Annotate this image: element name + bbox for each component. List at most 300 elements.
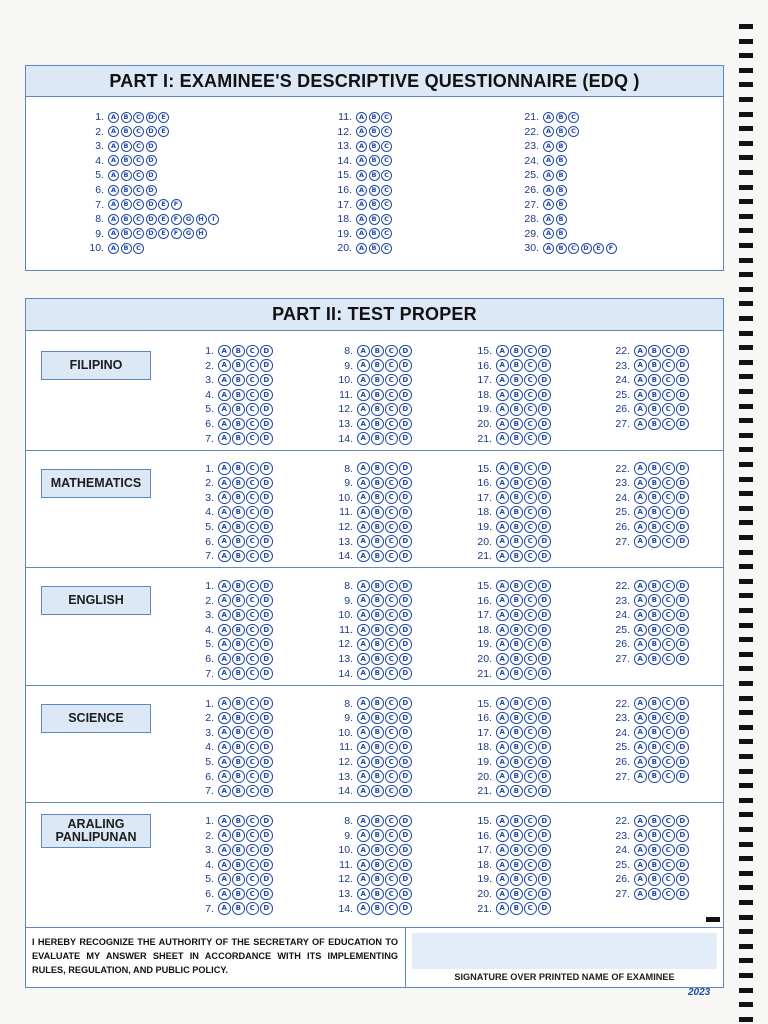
answer-bubble-b[interactable]: B [648,712,661,725]
answer-bubble-c[interactable]: C [385,815,398,828]
answer-bubble-d[interactable]: D [676,477,689,490]
answer-bubble-a[interactable]: A [357,902,370,915]
answer-bubble-d[interactable]: D [399,756,412,769]
answer-bubble-b[interactable]: B [232,521,245,534]
answer-bubble-d[interactable]: D [399,359,412,372]
answer-bubble-b[interactable]: B [232,550,245,563]
answer-bubble-d[interactable]: D [676,888,689,901]
answer-bubble-b[interactable]: B [648,403,661,416]
answer-bubble-h[interactable]: H [196,214,207,225]
answer-bubble-b[interactable]: B [648,624,661,637]
answer-bubble-b[interactable]: B [648,594,661,607]
answer-bubble-a[interactable]: A [108,155,119,166]
answer-bubble-b[interactable]: B [232,359,245,372]
answer-bubble-b[interactable]: B [648,345,661,358]
answer-bubble-c[interactable]: C [524,859,537,872]
answer-bubble-d[interactable]: D [538,594,551,607]
answer-bubble-b[interactable]: B [232,418,245,431]
answer-bubble-a[interactable]: A [543,228,554,239]
answer-bubble-d[interactable]: D [676,712,689,725]
answer-bubble-c[interactable]: C [662,859,675,872]
answer-bubble-a[interactable]: A [543,112,554,123]
answer-bubble-b[interactable]: B [556,155,567,166]
answer-bubble-a[interactable]: A [356,155,367,166]
answer-bubble-c[interactable]: C [662,389,675,402]
answer-bubble-b[interactable]: B [371,653,384,666]
answer-bubble-b[interactable]: B [556,199,567,210]
answer-bubble-a[interactable]: A [496,726,509,739]
answer-bubble-b[interactable]: B [648,418,661,431]
answer-bubble-c[interactable]: C [662,829,675,842]
answer-bubble-e[interactable]: E [158,214,169,225]
answer-bubble-a[interactable]: A [218,888,231,901]
answer-bubble-d[interactable]: D [538,609,551,622]
answer-bubble-d[interactable]: D [676,756,689,769]
answer-bubble-b[interactable]: B [121,170,132,181]
answer-bubble-c[interactable]: C [662,844,675,857]
answer-bubble-c[interactable]: C [246,638,259,651]
answer-bubble-a[interactable]: A [356,185,367,196]
answer-bubble-a[interactable]: A [356,112,367,123]
answer-bubble-a[interactable]: A [543,170,554,181]
answer-bubble-b[interactable]: B [648,888,661,901]
answer-bubble-h[interactable]: H [196,228,207,239]
answer-bubble-b[interactable]: B [369,199,380,210]
answer-bubble-d[interactable]: D [399,491,412,504]
answer-bubble-d[interactable]: D [260,653,273,666]
answer-bubble-b[interactable]: B [121,199,132,210]
answer-bubble-b[interactable]: B [371,580,384,593]
answer-bubble-d[interactable]: D [538,888,551,901]
answer-bubble-c[interactable]: C [246,535,259,548]
answer-bubble-d[interactable]: D [146,155,157,166]
answer-bubble-a[interactable]: A [357,389,370,402]
answer-bubble-c[interactable]: C [662,594,675,607]
answer-bubble-b[interactable]: B [232,462,245,475]
answer-bubble-b[interactable]: B [556,243,567,254]
answer-bubble-b[interactable]: B [371,726,384,739]
answer-bubble-c[interactable]: C [133,243,144,254]
answer-bubble-a[interactable]: A [496,580,509,593]
answer-bubble-b[interactable]: B [232,873,245,886]
answer-bubble-d[interactable]: D [260,888,273,901]
answer-bubble-d[interactable]: D [676,829,689,842]
answer-bubble-a[interactable]: A [357,873,370,886]
answer-bubble-c[interactable]: C [246,902,259,915]
answer-bubble-c[interactable]: C [385,432,398,445]
answer-bubble-c[interactable]: C [385,756,398,769]
answer-bubble-c[interactable]: C [662,359,675,372]
answer-bubble-a[interactable]: A [108,112,119,123]
answer-bubble-a[interactable]: A [496,770,509,783]
answer-bubble-c[interactable]: C [662,491,675,504]
answer-bubble-c[interactable]: C [246,550,259,563]
answer-bubble-a[interactable]: A [634,638,647,651]
answer-bubble-b[interactable]: B [371,389,384,402]
answer-bubble-d[interactable]: D [260,726,273,739]
answer-bubble-b[interactable]: B [556,228,567,239]
answer-bubble-d[interactable]: D [399,844,412,857]
answer-bubble-a[interactable]: A [356,214,367,225]
answer-bubble-f[interactable]: F [171,214,182,225]
answer-bubble-a[interactable]: A [218,374,231,387]
answer-bubble-a[interactable]: A [496,359,509,372]
answer-bubble-a[interactable]: A [356,199,367,210]
answer-bubble-a[interactable]: A [218,580,231,593]
answer-bubble-c[interactable]: C [246,374,259,387]
answer-bubble-b[interactable]: B [232,389,245,402]
answer-bubble-d[interactable]: D [676,462,689,475]
answer-bubble-d[interactable]: D [538,785,551,798]
answer-bubble-c[interactable]: C [385,491,398,504]
answer-bubble-a[interactable]: A [218,741,231,754]
answer-bubble-a[interactable]: A [357,374,370,387]
answer-bubble-d[interactable]: D [260,829,273,842]
answer-bubble-d[interactable]: D [399,389,412,402]
answer-bubble-a[interactable]: A [357,829,370,842]
answer-bubble-a[interactable]: A [496,815,509,828]
answer-bubble-a[interactable]: A [496,624,509,637]
answer-bubble-c[interactable]: C [381,199,392,210]
answer-bubble-a[interactable]: A [218,432,231,445]
answer-bubble-b[interactable]: B [510,624,523,637]
answer-bubble-d[interactable]: D [538,403,551,416]
answer-bubble-a[interactable]: A [356,243,367,254]
answer-bubble-d[interactable]: D [676,594,689,607]
answer-bubble-d[interactable]: D [260,756,273,769]
answer-bubble-d[interactable]: D [399,403,412,416]
answer-bubble-e[interactable]: E [158,112,169,123]
answer-bubble-a[interactable]: A [634,535,647,548]
answer-bubble-b[interactable]: B [510,491,523,504]
answer-bubble-c[interactable]: C [385,902,398,915]
answer-bubble-c[interactable]: C [381,141,392,152]
answer-bubble-a[interactable]: A [496,609,509,622]
answer-bubble-d[interactable]: D [399,697,412,710]
answer-bubble-d[interactable]: D [538,741,551,754]
answer-bubble-d[interactable]: D [676,859,689,872]
answer-bubble-d[interactable]: D [399,477,412,490]
answer-bubble-d[interactable]: D [676,491,689,504]
answer-bubble-c[interactable]: C [246,770,259,783]
answer-bubble-a[interactable]: A [218,359,231,372]
answer-bubble-b[interactable]: B [121,141,132,152]
answer-bubble-d[interactable]: D [260,535,273,548]
answer-bubble-c[interactable]: C [385,374,398,387]
answer-bubble-c[interactable]: C [524,535,537,548]
answer-bubble-b[interactable]: B [121,214,132,225]
answer-bubble-a[interactable]: A [218,653,231,666]
answer-bubble-c[interactable]: C [524,462,537,475]
answer-bubble-a[interactable]: A [357,477,370,490]
answer-bubble-c[interactable]: C [385,888,398,901]
answer-bubble-a[interactable]: A [218,403,231,416]
answer-bubble-a[interactable]: A [496,785,509,798]
answer-bubble-c[interactable]: C [133,155,144,166]
answer-bubble-b[interactable]: B [121,228,132,239]
answer-bubble-c[interactable]: C [385,712,398,725]
answer-bubble-d[interactable]: D [399,785,412,798]
answer-bubble-a[interactable]: A [496,506,509,519]
answer-bubble-b[interactable]: B [556,126,567,137]
answer-bubble-a[interactable]: A [357,359,370,372]
answer-bubble-c[interactable]: C [385,638,398,651]
answer-bubble-c[interactable]: C [568,126,579,137]
answer-bubble-d[interactable]: D [260,815,273,828]
answer-bubble-d[interactable]: D [399,770,412,783]
answer-bubble-d[interactable]: D [676,374,689,387]
answer-bubble-d[interactable]: D [538,697,551,710]
answer-bubble-a[interactable]: A [218,902,231,915]
answer-bubble-c[interactable]: C [246,873,259,886]
answer-bubble-a[interactable]: A [357,506,370,519]
answer-bubble-g[interactable]: G [183,228,194,239]
answer-bubble-c[interactable]: C [662,506,675,519]
answer-bubble-c[interactable]: C [524,815,537,828]
answer-bubble-a[interactable]: A [496,594,509,607]
answer-bubble-b[interactable]: B [371,815,384,828]
answer-bubble-a[interactable]: A [496,859,509,872]
answer-bubble-b[interactable]: B [232,653,245,666]
answer-bubble-a[interactable]: A [634,815,647,828]
answer-bubble-c[interactable]: C [524,741,537,754]
answer-bubble-d[interactable]: D [676,726,689,739]
answer-bubble-a[interactable]: A [218,477,231,490]
answer-bubble-c[interactable]: C [524,873,537,886]
answer-bubble-a[interactable]: A [496,477,509,490]
answer-bubble-b[interactable]: B [510,756,523,769]
answer-bubble-d[interactable]: D [399,815,412,828]
answer-bubble-b[interactable]: B [369,170,380,181]
answer-bubble-a[interactable]: A [496,345,509,358]
answer-bubble-c[interactable]: C [246,389,259,402]
answer-bubble-a[interactable]: A [543,155,554,166]
answer-bubble-a[interactable]: A [108,199,119,210]
answer-bubble-d[interactable]: D [399,580,412,593]
answer-bubble-d[interactable]: D [399,638,412,651]
answer-bubble-a[interactable]: A [357,667,370,680]
answer-bubble-b[interactable]: B [648,506,661,519]
answer-bubble-b[interactable]: B [510,418,523,431]
answer-bubble-c[interactable]: C [524,521,537,534]
answer-bubble-c[interactable]: C [385,726,398,739]
answer-bubble-a[interactable]: A [357,491,370,504]
answer-bubble-c[interactable]: C [662,477,675,490]
answer-bubble-b[interactable]: B [510,506,523,519]
answer-bubble-b[interactable]: B [648,756,661,769]
answer-bubble-a[interactable]: A [357,550,370,563]
answer-bubble-d[interactable]: D [538,844,551,857]
answer-bubble-a[interactable]: A [218,345,231,358]
answer-bubble-c[interactable]: C [524,550,537,563]
answer-bubble-d[interactable]: D [260,345,273,358]
answer-bubble-a[interactable]: A [218,550,231,563]
answer-bubble-d[interactable]: D [260,418,273,431]
answer-bubble-b[interactable]: B [369,185,380,196]
answer-bubble-d[interactable]: D [260,491,273,504]
answer-bubble-b[interactable]: B [232,859,245,872]
answer-bubble-d[interactable]: D [399,712,412,725]
answer-bubble-a[interactable]: A [357,815,370,828]
answer-bubble-d[interactable]: D [260,374,273,387]
answer-bubble-b[interactable]: B [232,403,245,416]
answer-bubble-d[interactable]: D [676,638,689,651]
answer-bubble-d[interactable]: D [260,389,273,402]
answer-bubble-d[interactable]: D [538,418,551,431]
answer-bubble-d[interactable]: D [538,815,551,828]
answer-bubble-b[interactable]: B [510,638,523,651]
answer-bubble-d[interactable]: D [260,432,273,445]
answer-bubble-b[interactable]: B [369,243,380,254]
answer-bubble-a[interactable]: A [357,432,370,445]
answer-bubble-d[interactable]: D [538,770,551,783]
answer-bubble-c[interactable]: C [246,815,259,828]
answer-bubble-b[interactable]: B [556,141,567,152]
answer-bubble-a[interactable]: A [634,712,647,725]
answer-bubble-f[interactable]: F [171,199,182,210]
answer-bubble-a[interactable]: A [634,844,647,857]
answer-bubble-b[interactable]: B [510,785,523,798]
answer-bubble-d[interactable]: D [260,741,273,754]
answer-bubble-c[interactable]: C [381,170,392,181]
answer-bubble-e[interactable]: E [593,243,604,254]
answer-bubble-c[interactable]: C [385,697,398,710]
answer-bubble-d[interactable]: D [538,873,551,886]
answer-bubble-d[interactable]: D [399,829,412,842]
answer-bubble-d[interactable]: D [399,859,412,872]
answer-bubble-a[interactable]: A [356,170,367,181]
answer-bubble-c[interactable]: C [385,844,398,857]
answer-bubble-b[interactable]: B [371,432,384,445]
answer-bubble-c[interactable]: C [385,535,398,548]
answer-bubble-a[interactable]: A [357,888,370,901]
answer-bubble-c[interactable]: C [385,580,398,593]
answer-bubble-c[interactable]: C [133,112,144,123]
answer-bubble-d[interactable]: D [538,359,551,372]
answer-bubble-d[interactable]: D [538,638,551,651]
answer-bubble-d[interactable]: D [538,535,551,548]
answer-bubble-a[interactable]: A [218,638,231,651]
answer-bubble-c[interactable]: C [385,506,398,519]
answer-bubble-d[interactable]: D [260,697,273,710]
answer-bubble-c[interactable]: C [662,374,675,387]
answer-bubble-c[interactable]: C [246,477,259,490]
answer-bubble-d[interactable]: D [399,653,412,666]
answer-bubble-c[interactable]: C [246,667,259,680]
answer-bubble-d[interactable]: D [538,432,551,445]
answer-bubble-d[interactable]: D [260,859,273,872]
answer-bubble-c[interactable]: C [662,712,675,725]
answer-bubble-c[interactable]: C [381,243,392,254]
answer-bubble-c[interactable]: C [524,374,537,387]
answer-bubble-d[interactable]: D [260,785,273,798]
answer-bubble-f[interactable]: F [171,228,182,239]
answer-bubble-c[interactable]: C [524,667,537,680]
answer-bubble-b[interactable]: B [648,697,661,710]
answer-bubble-a[interactable]: A [496,403,509,416]
answer-bubble-a[interactable]: A [543,214,554,225]
answer-bubble-c[interactable]: C [246,432,259,445]
answer-bubble-c[interactable]: C [246,506,259,519]
answer-bubble-b[interactable]: B [510,902,523,915]
answer-bubble-d[interactable]: D [676,844,689,857]
answer-bubble-d[interactable]: D [146,214,157,225]
answer-bubble-b[interactable]: B [232,609,245,622]
answer-bubble-d[interactable]: D [260,638,273,651]
answer-bubble-a[interactable]: A [634,697,647,710]
answer-bubble-a[interactable]: A [634,359,647,372]
answer-bubble-a[interactable]: A [496,550,509,563]
answer-bubble-c[interactable]: C [524,638,537,651]
answer-bubble-c[interactable]: C [385,785,398,798]
answer-bubble-b[interactable]: B [648,521,661,534]
answer-bubble-b[interactable]: B [510,403,523,416]
answer-bubble-a[interactable]: A [634,374,647,387]
answer-bubble-b[interactable]: B [232,594,245,607]
answer-bubble-d[interactable]: D [260,902,273,915]
answer-bubble-b[interactable]: B [510,697,523,710]
answer-bubble-a[interactable]: A [634,770,647,783]
answer-bubble-b[interactable]: B [556,112,567,123]
answer-bubble-c[interactable]: C [662,624,675,637]
answer-bubble-b[interactable]: B [648,844,661,857]
answer-bubble-a[interactable]: A [357,594,370,607]
answer-bubble-a[interactable]: A [543,199,554,210]
answer-bubble-c[interactable]: C [381,185,392,196]
answer-bubble-b[interactable]: B [371,521,384,534]
answer-bubble-b[interactable]: B [510,888,523,901]
answer-bubble-c[interactable]: C [385,770,398,783]
answer-bubble-c[interactable]: C [662,697,675,710]
answer-bubble-d[interactable]: D [676,418,689,431]
answer-bubble-d[interactable]: D [260,462,273,475]
answer-bubble-b[interactable]: B [648,859,661,872]
answer-bubble-a[interactable]: A [357,756,370,769]
answer-bubble-d[interactable]: D [538,506,551,519]
answer-bubble-a[interactable]: A [634,462,647,475]
answer-bubble-b[interactable]: B [232,477,245,490]
answer-bubble-d[interactable]: D [581,243,592,254]
answer-bubble-d[interactable]: D [676,770,689,783]
answer-bubble-c[interactable]: C [246,462,259,475]
answer-bubble-b[interactable]: B [232,712,245,725]
answer-bubble-b[interactable]: B [510,873,523,886]
answer-bubble-c[interactable]: C [662,741,675,754]
answer-bubble-d[interactable]: D [538,462,551,475]
answer-bubble-c[interactable]: C [133,214,144,225]
answer-bubble-b[interactable]: B [371,418,384,431]
answer-bubble-a[interactable]: A [496,844,509,857]
answer-bubble-c[interactable]: C [246,829,259,842]
answer-bubble-d[interactable]: D [399,741,412,754]
answer-bubble-d[interactable]: D [676,580,689,593]
answer-bubble-d[interactable]: D [538,859,551,872]
answer-bubble-c[interactable]: C [662,345,675,358]
answer-bubble-b[interactable]: B [510,712,523,725]
answer-bubble-c[interactable]: C [246,609,259,622]
answer-bubble-b[interactable]: B [648,580,661,593]
answer-bubble-d[interactable]: D [146,199,157,210]
answer-bubble-d[interactable]: D [676,535,689,548]
answer-bubble-a[interactable]: A [357,785,370,798]
answer-bubble-d[interactable]: D [146,141,157,152]
answer-bubble-c[interactable]: C [246,712,259,725]
answer-bubble-d[interactable]: D [399,609,412,622]
answer-bubble-a[interactable]: A [108,185,119,196]
answer-bubble-c[interactable]: C [662,462,675,475]
answer-bubble-c[interactable]: C [246,403,259,416]
answer-bubble-c[interactable]: C [246,580,259,593]
